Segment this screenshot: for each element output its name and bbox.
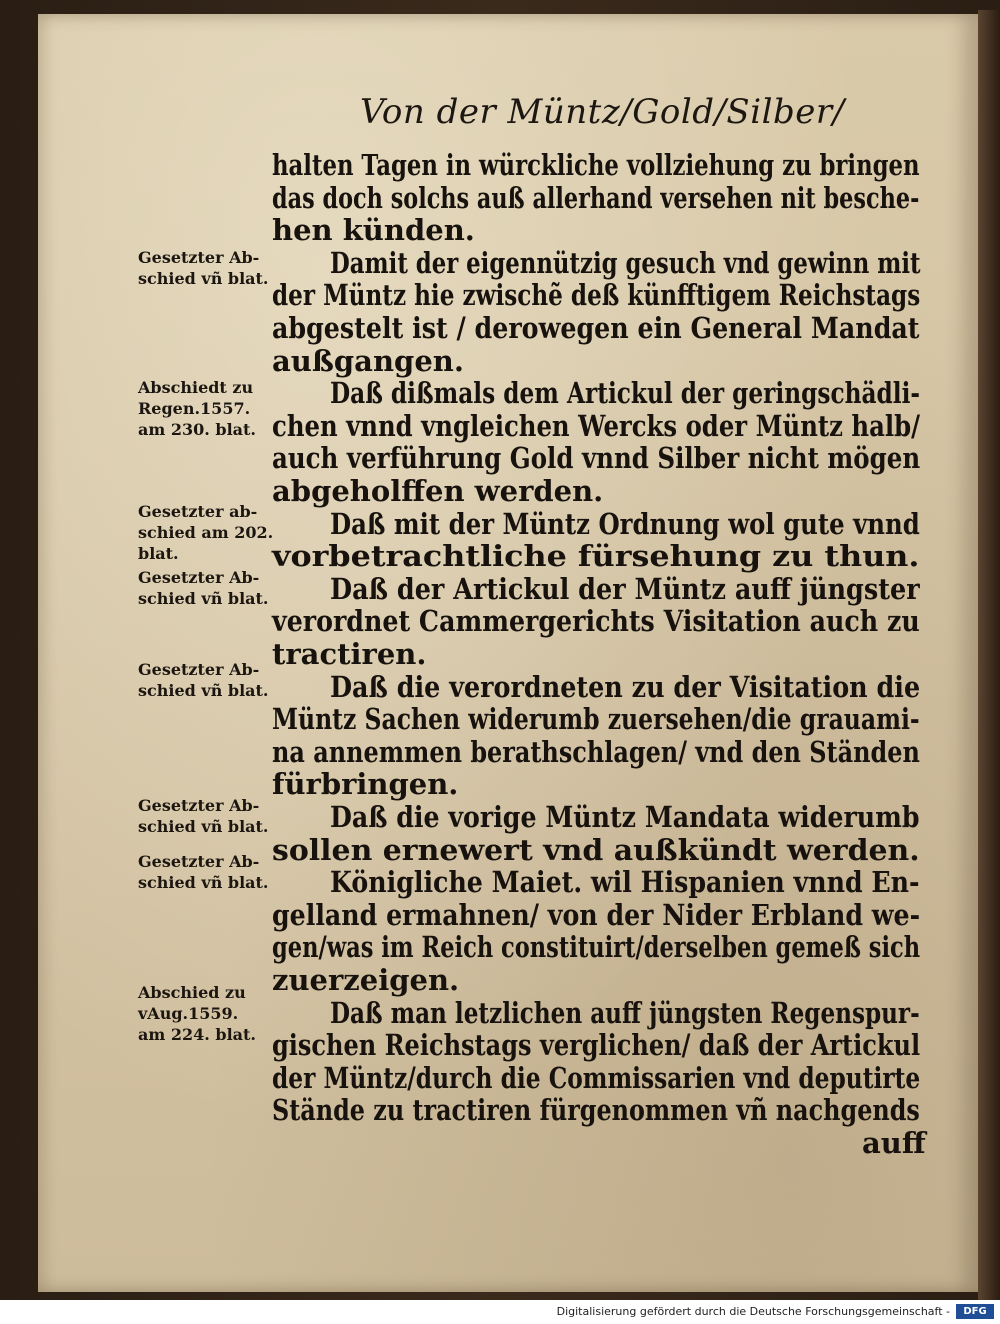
text-line: Daß dißmals dem Artickul der geringschädli- [330,376,921,411]
text-line: tractiren. [272,637,427,671]
catchword: auff [862,1126,926,1160]
margin-note-line: Gesetzter Ab- [138,568,260,587]
text-line: hen künden. [272,213,475,248]
text-line: Müntz Sachen widerumb zuersehen/die grauami- [272,702,920,737]
margin-note-line: Abschied zu [138,983,246,1002]
text-line: sollen ernewert vnd außkündt werden. [272,832,920,867]
text-line: das doch solchs auß allerhand versehen nit besche- [272,180,920,215]
text-line: vorbetrachtliche fürsehung zu thun. [272,539,920,574]
margin-note-line: Abschiedt zu [138,378,254,397]
funding-credit: Digitalisierung gefördert durch die Deutsche Forschungsgemeinschaft - [556,1305,950,1318]
dfg-logo: DFG [956,1304,994,1319]
text-line: gen/was im Reich constituirt/derselben gemeß sich [272,930,921,965]
margin-note-line: Gesetzter Ab- [138,248,260,267]
margin-note-line: Gesetzter Ab- [138,660,260,679]
text-line: Daß der Artickul der Müntz auff jüngster [330,571,920,606]
margin-note-line: vAug.1559. [138,1004,239,1023]
text-line: der Müntz/durch die Commissarien vnd deputirte [272,1060,921,1095]
margin-note-line: am 224. blat. [138,1025,256,1044]
margin-note-line: schied vñ blat. [138,681,269,700]
text-line: außgangen. [272,343,464,378]
margin-note-line: schied am 202. [138,523,274,542]
margin-note-line: schied vñ blat. [138,873,269,892]
text-line: Daß mit der Müntz Ordnung wol gute vnnd [330,506,920,541]
margin-note-line: Gesetzter Ab- [138,852,260,871]
text-line: abgestelt ist / derowegen ein General Mandat [272,311,920,345]
text-line: chen vnnd vngleichen Wercks oder Müntz halb/ [272,408,921,443]
margin-note-line: schied vñ blat. [138,269,269,288]
margin-note-line: blat. [138,544,179,563]
text-line: halten Tagen in würckliche vollziehung zu bringen [272,148,920,182]
margin-note-line: schied vñ blat. [138,817,269,836]
footer-bar [0,1300,1000,1324]
text-line: fürbringen. [272,767,459,802]
margin-note-line: am 230. blat. [138,420,256,439]
text-line: Daß die vorige Müntz Mandata widerumb [330,800,920,834]
text-line: na annemmen berathschlagen/ vnd den Ständen [272,734,920,769]
text-line: Stände zu tractiren fürgenommen vñ nachgends [272,1093,920,1128]
text-line: gischen Reichstags verglichen/ daß der Artickul [272,1028,921,1063]
book-edge [978,10,1000,1300]
text-line: auch verführung Gold vnnd Silber nicht mögen [272,441,921,476]
text-line: gelland ermahnen/ von der Nider Erbland we- [272,897,921,932]
margin-note-line: Gesetzter ab- [138,502,258,521]
text-line: Damit der eigennützig gesuch vnd gewinn mit [330,245,921,280]
margin-note-line: Regen.1557. [138,399,251,418]
text-line: verordnet Cammergerichts Visitation auch zu [272,604,920,639]
margin-note-line: schied vñ blat. [138,589,269,608]
running-head: Von der Müntz/Gold/Silber/ [360,92,845,132]
text-line: abgeholffen werden. [272,474,604,508]
text-line: Daß man letzlichen auff jüngsten Regenspur- [330,995,920,1030]
text-line: Daß die verordneten zu der Visitation die [330,669,921,704]
margin-note-line: Gesetzter Ab- [138,796,260,815]
text-line: der Müntz hie zwischẽ deß künfftigem Reichstags [272,278,921,313]
text-line: zuerzeigen. [272,963,460,997]
text-line: Königliche Maiet. wil Hispanien vnnd En- [330,865,920,900]
